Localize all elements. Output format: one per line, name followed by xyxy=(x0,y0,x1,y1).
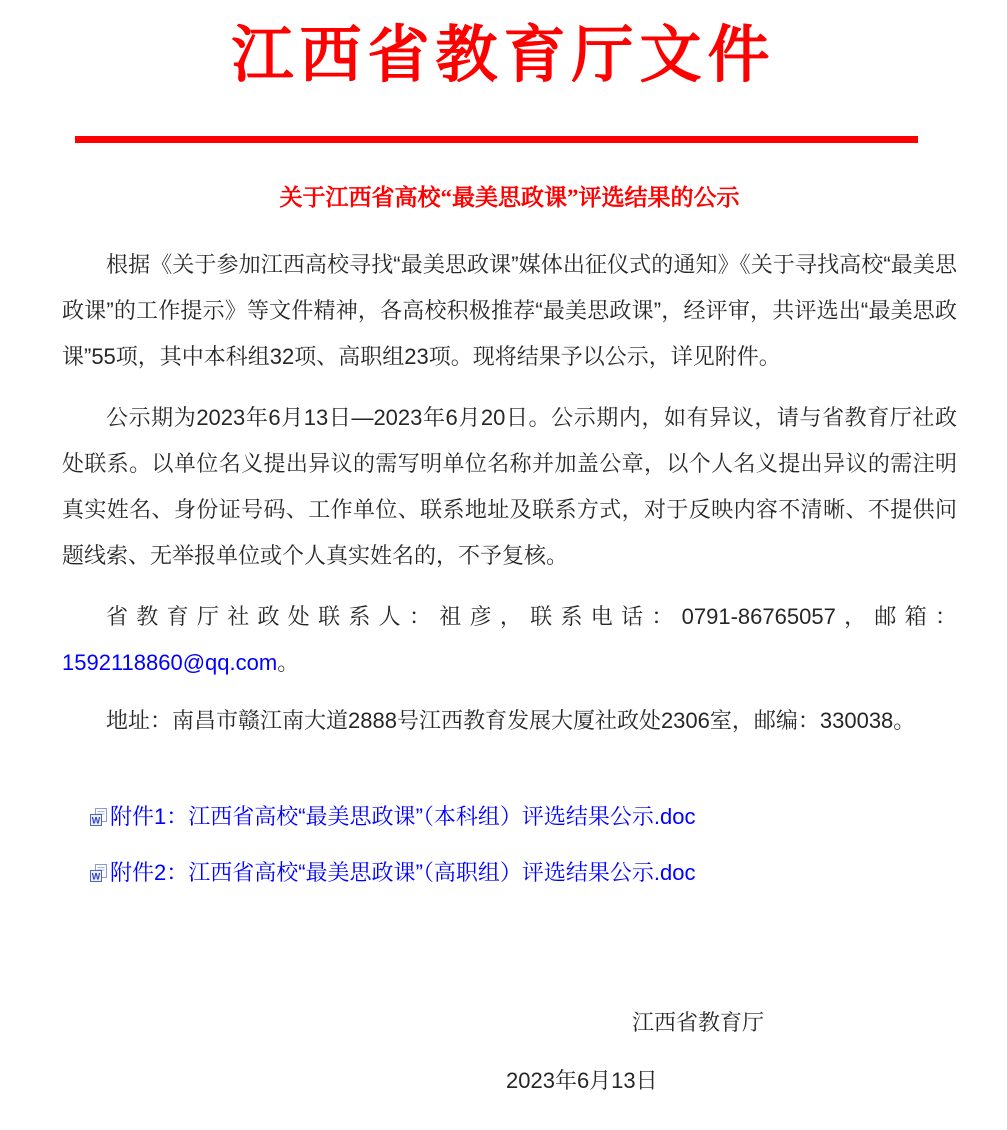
svg-text:W: W xyxy=(91,815,101,825)
issuing-authority: 江西省教育厅 xyxy=(632,1010,765,1035)
email-trailing-punctuation: 。 xyxy=(277,650,300,675)
paragraph-publicity-period: 公示期为2023年6月13日—2023年6月20日。公示期内，如有异议，请与省教育厅社政处联系。以单位名义提出异议的需写明单位名称并加盖公章，以个人名义提出异议的需注明真实姓名、身份证号码、工作单位、联系地址及联系方式，对于反映内容不清晰、不提供问题线索、无举报单位或个人真实姓名的，不予复核。 xyxy=(62,405,957,568)
paragraph-basis: 根据《关于参加江西高校寻找“最美思政课”媒体出征仪式的通知》《关于寻找高校“最美思政课”的工作提示》等文件精神，各高校积极推荐“最美思政课”，经评审，共评选出“最美思政课”55项，其中本科组32项、高职组23项。现将结果予以公示，详见附件。 xyxy=(62,252,957,369)
word-doc-icon xyxy=(90,808,107,826)
attachment-row xyxy=(90,802,957,831)
document-body xyxy=(62,183,957,887)
paragraph-contact xyxy=(62,594,957,686)
paragraph-address: 地址：南昌市赣江南大道2888号江西教育发展大厦社政处2306室，邮编：330038。 xyxy=(106,708,916,733)
email-line xyxy=(62,640,957,686)
contact-info-line: 省教育厅社政处联系人：祖彦，联系电话：0791-86765057，邮箱： xyxy=(106,604,957,629)
attachment-link-1[interactable]: 附件1：江西省高校“最美思政课”（本科组）评选结果公示.doc xyxy=(110,804,696,829)
letterhead-title: 江西省教育厅文件 xyxy=(231,22,776,90)
svg-text:W: W xyxy=(91,871,101,881)
document-date: 2023年6月13日 xyxy=(506,1068,658,1093)
email-link[interactable]: 1592118860@qq.com xyxy=(62,650,278,675)
attachment-list xyxy=(62,802,957,887)
attachment-row xyxy=(90,858,957,887)
word-doc-icon xyxy=(90,864,107,882)
document-title: 关于江西省高校“最美思政课”评选结果的公示 xyxy=(279,185,740,210)
attachment-link-2[interactable]: 附件2：江西省高校“最美思政课”（高职组）评选结果公示.doc xyxy=(110,860,696,885)
red-divider-line xyxy=(75,136,918,143)
